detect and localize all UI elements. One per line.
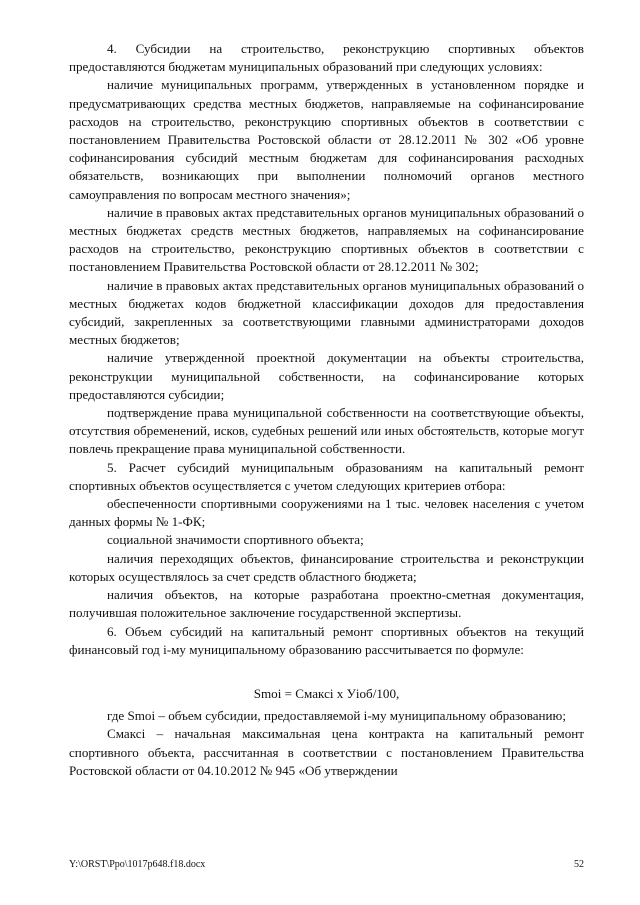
paragraph-condition-budget-codes: наличие в правовых актах представительных органов муниципальных образований о местных бюджетах кодов бюджетной классификации доходов для предоставления субсидий, закрепленных за соответствующими главными администраторами доходов местных бюджетов; [69,277,584,348]
paragraph-criterion-provision: обеспеченности спортивными сооружениями на 1 тыс. человек населения с учетом данных формы № 1-ФК; [69,496,584,530]
paragraph-item-6: 6. Объем субсидий на капитальный ремонт спортивных объектов на текущий финансовый год i-му муниципальному образованию рассчитывается по формуле: [69,623,584,657]
paragraph-condition-ownership: подтверждение права муниципальной собственности на соответствующие объекты, отсутствия обременений, исков, судебных решений или иных обстоятельств, которые могут повлечь прекращение права муниципальной собственности. [69,405,584,457]
paragraph-criterion-design-docs: наличия объектов, на которые разработана проектно-сметная документация, получившая положительное заключение государственной экспертизы. [69,587,584,621]
paragraph-formula-cmax: Смаксi – начальная максимальная цена контракта на капитальный ремонт спортивного объекта, рассчитанная в соответствии с постановлением Правительства Ростовской области от 04.10.2012 № 945 «Об утверждении [69,726,584,778]
paragraph-item-5: 5. Расчет субсидий муниципальным образованиям на капитальный ремонт спортивных объектов осуществляется с учетом следующих критериев отбора: [69,459,584,493]
page-number: 52 [574,859,584,870]
paragraph-condition-project-docs: наличие утвержденной проектной документации на объекты строительства, реконструкции муниципальной собственности, на софинансирование которых предоставляются субсидии; [69,350,584,402]
footer-file-path: Y:\ORST\Ppo\1017p648.f18.docx [69,859,206,870]
paragraph-criterion-ongoing: наличия переходящих объектов, финансирование строительства и реконструкции которых осуществлялось за счет средств областного бюджета; [69,550,584,584]
document-body [69,40,584,780]
paragraph-condition-programs: наличие муниципальных программ, утвержденных в установленном порядке и предусматривающих средства местных бюджетов, направляемые на софинансирование расходов на строительство, реконструкцию спортивных объектов в соответствии с постановлением Правительства Ростовской области от 28.12.2011 № 302 «Об уровне софинансирования субсидий местным бюджетам для софинансирования расходных обязательств, возникающих при выполнении полномочий органов местного самоуправления по вопросам местного значения»; [69,77,584,202]
paragraph-item-4: 4. Субсидии на строительство, реконструкцию спортивных объектов предоставляются бюджетам муниципальных образований при следующих условиях: [69,41,584,75]
paragraph-condition-budget-funds: наличие в правовых актах представительных органов муниципальных образований о местных бюджетах средств местных бюджетов, направляемых на софинансирование расходов на строительство, реконструкцию спортивных объектов в соответствии с постановлением Правительства Ростовской области от 28.12.2011 № 302; [69,204,584,275]
formula: Smoi = Смаксi x Уioб/100, [253,685,400,701]
paragraph-formula-where: где Smoi – объем субсидии, предоставляемой i-му муниципальному образованию; [107,708,566,724]
paragraph-criterion-significance: социальной значимости спортивного объекта; [107,532,364,548]
